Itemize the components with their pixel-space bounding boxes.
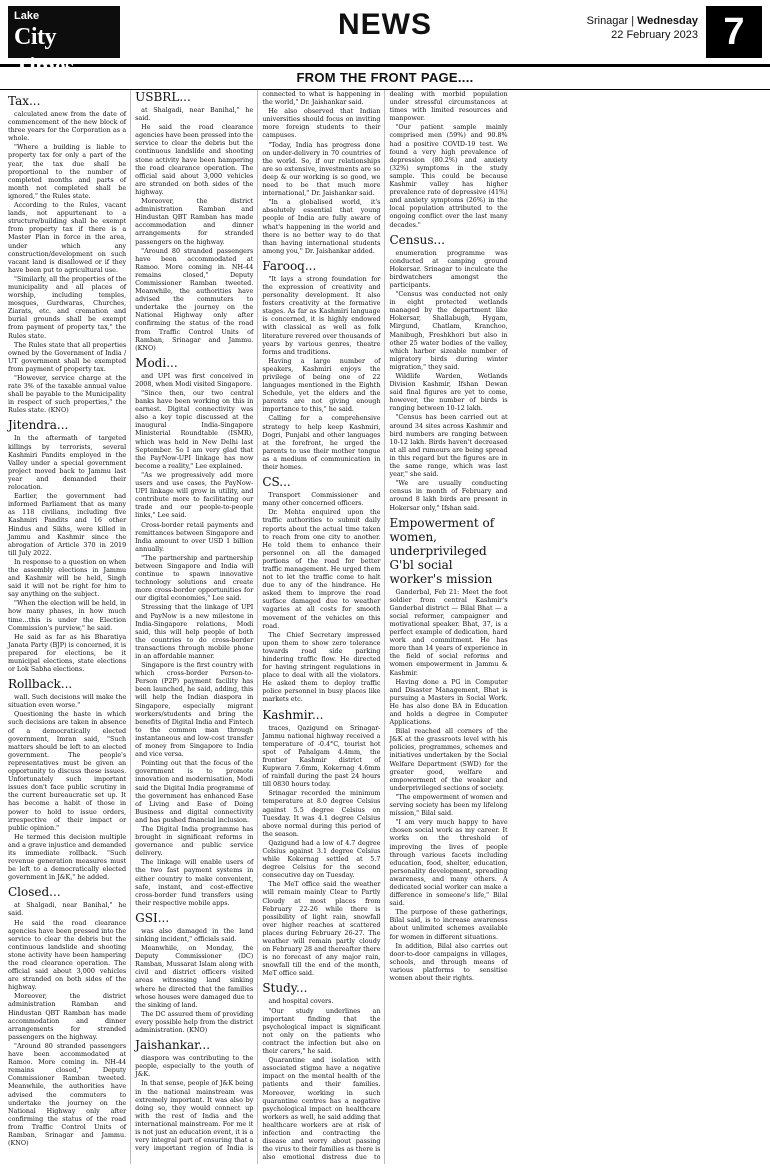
- article-paragraph: was also damaged in the land sinking incident," officials said.: [135, 926, 254, 943]
- article-paragraph: Stressing that the linkage of UPI and PayNow is a new milestone in India-Singapore relations, Modi said, this will help people of both the countries to do cross-border transactions through mobile phone in an affordable manner.: [135, 603, 254, 660]
- article: [135, 90, 253, 352]
- article-headline: Closed...: [8, 885, 61, 900]
- article-paragraph: "Today, India has progress done on under-delivery in 70 countries of the world. So, if our relationships are so extensive, investments are so deep & our working is so good, we need to be that much more international," Dr. Jaishankar said.: [262, 140, 381, 198]
- page-number: 7: [706, 6, 762, 58]
- article-paragraph: "I am very much happy to have chosen social work as my career. It works on the threshold of improving the lives of people through various facets including education, food, shelter, education, personality development, spreading awareness, and many others. A dedicated social worker can make a difference in someone's life," Bilal said.: [389, 818, 508, 908]
- article-paragraph: "We are usually conducting census in month of February and around 8 lakh birds are present in Hokersar only," Ifshan said.: [389, 479, 508, 512]
- article: [389, 516, 507, 983]
- article-paragraph: Quarantine and isolation with associated stigma have a negative impact on the mental health of the patients and their families. Moreover, working in such quarantine centres has a negative psychological impact on healthcare workers as well, he said adding that healthcare workers are at risk of infection and contracting the disease and worry about passing the virus to their families as there is also emotional distress due to dealing with morbid population under stressful circumstances at times with limited resources and manpower.: [262, 90, 508, 1162]
- article-paragraph: diaspora was contributing to the people, especially to the youth of J&K.: [135, 1054, 254, 1079]
- section-subhead: FROM THE FRONT PAGE....: [0, 67, 770, 90]
- article-paragraph: and UPI was first conceived in 2008, when Modi visited Singapore.: [135, 371, 254, 388]
- article-paragraph: enumeration programme was conducted at camping ground Hokersar. Srinagar to inculcate the birdwatchers amongst the participants.: [389, 248, 508, 289]
- article: [135, 911, 253, 1034]
- article: [262, 259, 380, 471]
- article-paragraph: "Similarly, all the properties of the municipality and all places of worship, including temples, mosques, Gurdwaras, Churches, Ziarats, etc. and cremation and burial grounds shall be exempt from payment of property tax," the Rules state.: [8, 274, 127, 340]
- article-headline: Census...: [389, 232, 445, 247]
- article: [262, 475, 380, 703]
- article-paragraph: "Our study underlines an important finding that the psychological impact is significant not only on the patients who contract the infection but also on their carers," he said.: [262, 1006, 381, 1056]
- article-paragraph: The purpose of these gatherings, Bilal said, is to increase awareness about unlimited schemes available for women in different situations.: [389, 908, 508, 941]
- article-paragraph: "Around 80 stranded passengers have been accommodated at Ramoo. More coming in. NH-44 remains closed," Deputy Commissioner Ramban tweeted. Meanwhile, the authorities have advised the commuters to undertake the journey on the National Highway only after confirming the status of the road from Traffic Control Units of Ramban, Srinagar and Jammu. (KNO): [135, 246, 254, 352]
- article-headline: Study...: [262, 981, 308, 996]
- article-paragraph: wall. Such decisions will make the situation even worse.": [8, 693, 127, 710]
- article-headline: Farooq...: [262, 258, 317, 273]
- article-paragraph: Qazigund had a low of 4.7 degree Celsius against 3.1 degree Celsius while Kokernag settled at 5.7 degree Celsius for the second consecutive day on Tuesday.: [262, 838, 381, 880]
- article-paragraph: Having done a PG in Computer and Disaster Management, Bhat is pursuing a Masters in Social Work. He has also done BA in Education and holds a degree in Computer Applications.: [389, 677, 508, 727]
- article-paragraph: The Rules state that all properties owned by the Government of India / UT government shall be exempted from payment of property tax.: [8, 340, 127, 373]
- article: [8, 677, 126, 881]
- article-paragraph: "Census has been carried out at around 34 sites across Kashmir and bird numbers are ranging between 10-12 lakh. Birds haven't decreased at all and rumours are being spread in this regard but the figures are in the same range, which was last year," she said.: [389, 413, 508, 479]
- article-headline: Kashmir...: [262, 707, 324, 722]
- article-paragraph: Meanwhile, on Monday, the Deputy Commissioner (DC) Ramban, Mussarat Islam along with civil and district officers visited areas witnessing land sinking where he directed that the families whose houses were damaged due to the sinking of land.: [135, 944, 254, 1009]
- article-paragraph: The DC assured them of providing every possible help from the district administration. (KNO): [135, 1009, 254, 1035]
- article-paragraph: Pointing out that the focus of the government is to promote innovation and modernisation, Modi said the Digital India programme of the government has enhanced Ease of Living and Ease of Doing Business and digital connectivity and has pushed financial inclusion.: [135, 759, 254, 824]
- article-paragraph: He also observed that Indian universities should focus on inviting more foreign students to their campuses.: [262, 107, 381, 140]
- article-headline: Rollback...: [8, 677, 73, 692]
- article-paragraph: "It lays a strong foundation for the expression of creativity and personality development. It also fosters creativity at the formative stages. As far as Kashmiri language is concerned, it is highly endowed with classical as well as folk literature revered over thousands of years by various genres, theatre forms and traditions.: [262, 274, 381, 356]
- article: [262, 708, 380, 978]
- logo-main-text: City Times: [14, 24, 74, 80]
- article: [8, 885, 126, 1147]
- article: [8, 418, 126, 673]
- article-paragraph: Moreover, the district administration Ramban and Hindustan QBT Ramban has made accommodation and dinner arrangements for stranded passengers on the highway.: [8, 992, 127, 1041]
- article-paragraph: "The partnership and partnership between Singapore and India will continue to spawn innovative technology solutions and create more cross-border opportunities for our digital economies," Lee said.: [135, 553, 254, 603]
- article-paragraph: Transport Commissioner and many other concerned officers.: [262, 491, 381, 508]
- article-paragraph: In that sense, people of J&K being in the national mainstream was extremely important. It was also by doing so, they would connect up with the rest of India and the international mainstream. For me it is not just an education event, it is a very integral part of ensuring that a very important region of India is connected to what is happening in the world," Dr. Jaishankar said.: [135, 90, 381, 1153]
- article-paragraph: In response to a question on when the assembly elections in Jammu and Kashmir will be held, Singh said it will not be right for him to say anything on the subject.: [8, 557, 127, 599]
- dateline-date: 22 February 2023: [611, 29, 698, 41]
- article-headline: GSI...: [135, 910, 170, 925]
- article-paragraph: According to the Rules, vacant lands, not appurtenant to a structure/building shall be exempt from property tax if there is a Master Plan in force in the area, under which any construction/development on such vacant land is disallowed or if they have been put to agricultural use.: [8, 201, 127, 274]
- section-title: NEWS: [338, 8, 432, 41]
- article-headline: Empowerment of women, underprivileged G'bl social worker's mission: [389, 515, 495, 586]
- article-paragraph: "Where a building is liable to property tax for only a part of the year, the tax due shall be proportional to the number of completed months and parts of month not completed shall be ignored," the Rules state.: [8, 143, 127, 200]
- article-paragraph: "Our patient sample mainly comprised men (59%) and 90.8% had a positive COVID-19 test. We found a very high prevalence of depression (80.2%) and anxiety (32%) symptoms in the study sample. This could be because Kashmir valley has higher prevalence rate of depressive (41%) and anxiety symptoms (26%) in the local population attributed to the ongoing conflict over the last many decades.": [389, 123, 508, 229]
- article-paragraph: He said the road clearance agencies have been pressed into the service to clear the debris but the continuous landslide and shooting stone activity have been hampering the road clearance operation. The official said about 3,000 vehicles are stranded on both sides of the highway.: [135, 123, 254, 196]
- article-paragraph: Having a large number of speakers, Kashmiri enjoys the privilege of being one of 22 languages mentioned in the Eighth Schedule, yet the elders and the parents are not giving enough importance to this," he said.: [262, 356, 381, 414]
- article-paragraph: Srinagar recorded the minimum temperature at 8.0 degree Celsius against 5.5 degree Celsius on Tuesday. It was 4.1 degree Celsius above normal during this period of the season.: [262, 789, 381, 838]
- article-paragraph: In addition, Bilal also carries out door-to-door campaigns in villages, schools, and through means of various platforms to sensitise women about their rights.: [389, 941, 508, 982]
- article-paragraph: "As we progressively add more users and use cases, the PayNow-UPI linkage will grow in utility, and contribute more to facilitating our trade and our people-to-people links," Lee said.: [135, 470, 254, 520]
- article-paragraph: Questioning the haste in which such decisions are taken in absence of a democratically elected government, Imran said, "Such matters should be left to an elected government. The people's representatives must be given an opportunity to discuss these issues. Unfortunately such important issues don't face public scrutiny in the current bureaucratic set up. It has become a habit of those in power to hold to issue orders, irrespective of their impact or public opinion.": [8, 710, 127, 832]
- article-paragraph: Cross-border retail payments and remittances between Singapore and India amount to over USD 1 billion annually.: [135, 520, 254, 553]
- article-paragraph: Calling for a comprehensive strategy to help keep Kashmiri, Dogri, Punjabi and other languages at the forefront, he urged the parents to use their mother tongue as a medium of communication in their homes.: [262, 414, 381, 472]
- article-paragraph: at Shalgadi, near Banihal," he said.: [135, 106, 254, 123]
- article-paragraph: Dr. Mehta enquired upon the traffic authorities to submit daily reports about the actual time taken to reach from one city to another. He told them to enhance their personnel on all the damaged portions of the road for better traffic management. He urged them not to let the traffic come to halt due to any of the hindrance. He asked them to improve the road surface damaged due to weather vagaries at all costs for smooth movement of the vehicles on this road.: [262, 508, 381, 630]
- article-paragraph: He said as far as his Bharatiya Janata Party (BJP) is concerned, it is prepared for elections, be it municipal elections, state elections or Lok Sabha elections.: [8, 632, 127, 674]
- article-columns: [8, 90, 762, 1164]
- article-paragraph: "Census was conducted not only in eight protected wetlands managed by the department like Hokersar, Shallabugh, Hygam, Mirgund, Chatlam, Kranchoo, Manibugh, Freshkhori but also in other 25 water bodies of the valley, which harbor sizeable number of migratory birds during winter migration," they said.: [389, 290, 508, 371]
- article-headline: CS...: [262, 475, 291, 490]
- article-paragraph: "Around 80 stranded passengers have been accommodated at Ramoo. More coming in. NH-44 remains closed," Deputy Commissioner Ramban tweeted. Meanwhile, the authorities have advised the commuters to undertake the journey on the National Highway only after confirming the status of the road from Traffic Control Units of Ramban, Srinagar and Jammu. (KNO): [8, 1041, 127, 1148]
- article-paragraph: and hospital covers.: [268, 997, 334, 1006]
- article-paragraph: The linkage will enable users of the two fast payment systems in either country to make convenient, safe, instant, and cost-effective cross-border fund transfers using their respective mobile apps.: [135, 858, 254, 907]
- article-paragraph: He termed this decision multiple and a grave injustice and demanded its immediate rollback. "Such revenue generation measures must be left to a democratically elected government in J&K," he added.: [8, 832, 127, 882]
- article-headline: Tax...: [8, 94, 41, 108]
- dateline-city: Srinagar: [586, 15, 629, 27]
- article-headline: USBRL...: [135, 90, 191, 104]
- article-paragraph: "Since then, our two central banks have been working on this in earnest. Digital connectivity was also a key topic discussed at the inaugural India-Singapore Ministerial Roundtable (ISMR), which was held in New Delhi last September. So I am very glad that the PayNow-UPI linkage has now become a reality," Lee explained.: [135, 389, 254, 470]
- article-paragraph: The MeT office said the weather will remain mainly Clear to Partly Cloudy at most places from February 22-26 while there is possibility of light rain, snowfall over higher reaches at scattered places during February 26-27. The weather will remain partly cloudy on February 28 and thereafter there is no forecast of any major rain, snowfall till the end of the month, MeT office said.: [262, 880, 381, 978]
- dateline-day: Wednesday: [637, 15, 698, 27]
- article-paragraph: Ganderbal, Feb 21: Meet the foot soldier from central Kashmir's Ganderbal district — Bilal Bhat — a social reformer, campaigner and motivational speaker. Bhat, 37, is a perfect example of dedication, hard work and commitment. He has more than 14 years of experience in the field of social reforms and women empowerment in Jammu & Kashmir.: [389, 587, 508, 677]
- article-paragraph: The Chief Secretary impressed upon them to show zero tolerance towards road side parking hindering traffic flow. He directed for having stringent regulations in place to deal with all the violators. He asked them to deploy traffic police personnel in busy places like markets etc.: [262, 630, 381, 704]
- article-paragraph: Singapore is the first country with which cross-border Person-to-Person (P2P) payment facility has been launched, he said, adding, this will help the Indian diaspora in Singapore, especially migrant workers/students and bring the benefits of Digital India and Fintech to the common man through instantaneous and low-cost transfer of money from Singapore to India and vice versa.: [135, 661, 254, 759]
- article-paragraph: "When the election will be held, in how many phases, in how much time...this is under the Election Commission's purview," he said.: [8, 599, 127, 632]
- article-paragraph: Earlier, the government had informed Parliament that as many as 118 civilians, including five Kashmiri Pandits and 16 other Hindus and Sikhs, were killed in Jammu and Kashmir since the abrogation of Article 370 in 2019 till July 2022.: [8, 492, 127, 557]
- article-paragraph: He said the road clearance agencies have been pressed into the service to clear the debris but the continuous landslide and shooting stone activity have been hampering the road clearance operation. The official said about 3,000 vehicles are stranded on both sides of the highway.: [8, 918, 127, 992]
- article-paragraph: "In a globalised world, it's absolutely essential that young people of India are fully aware of what's happening in the world and there is no better way to do that than having international students among you," Dr. Jaishankar added.: [262, 198, 381, 255]
- article: [8, 94, 126, 414]
- article-paragraph: The Digital India programme has brought in significant reforms in governance and public service delivery.: [135, 824, 254, 858]
- article-paragraph: Bilal reached all corners of the J&K at the grassroots level with his policies, programmes, schemes and initiatives undertaken by the Social Welfare Department (SWD) for the greater good, welfare and empowerment of the weaker and underprivileged sections of society.: [389, 727, 508, 792]
- article-paragraph: "However, service charge at the rate 3% of the taxable annual value shall be payable to the Municipality in respect of such properties," the Rules state. (KNO): [8, 374, 127, 415]
- article-headline: Jitendra...: [8, 418, 69, 433]
- article-paragraph: "The empowerment of women and serving society has been my lifelong mission," Bilal said.: [389, 792, 508, 818]
- article-headline: Jaishankar...: [135, 1038, 211, 1053]
- article-paragraph: Wildlife Warden, Wetlands Division Kashmir, Ifshan Dewan said final figures are yet to come, however, the number of birds is ranging between 10-12 lakh.: [389, 372, 508, 413]
- article-paragraph: at Shalgadi, near Banihal," he said.: [8, 901, 127, 918]
- article: [389, 233, 507, 512]
- logo-top-text: Lake: [14, 10, 40, 22]
- article-paragraph: calculated anew from the date of commencement of the new block of three years for the Corporation as a whole.: [8, 110, 127, 143]
- dateline: Srinagar | Wednesday 22 February 2023: [586, 15, 698, 41]
- article: [135, 356, 253, 907]
- article-paragraph: In the aftermath of targeted killings by terrorists, several Kashmiri Pandits employed in the Valley under a special government project moved back to Jammu last year and demanded their relocation.: [8, 434, 127, 492]
- article-paragraph: Moreover, the district administration Ramban and Hindustan QBT Ramban has made accommodation and dinner arrangements for stranded passengers on the highway.: [135, 197, 254, 246]
- article-paragraph: traces, Qazigund on Srinagar-Jammu national highway received a temperature of -0.4°C, tourist hot spot of Pahalgam 4.4mm, the frontier Kashmir district of Kupwara 7.6mm, Kokernag 4.6mm of rainfall during the past 24 hours till 0830 hours today.: [262, 723, 381, 789]
- article-headline: Modi...: [135, 355, 178, 370]
